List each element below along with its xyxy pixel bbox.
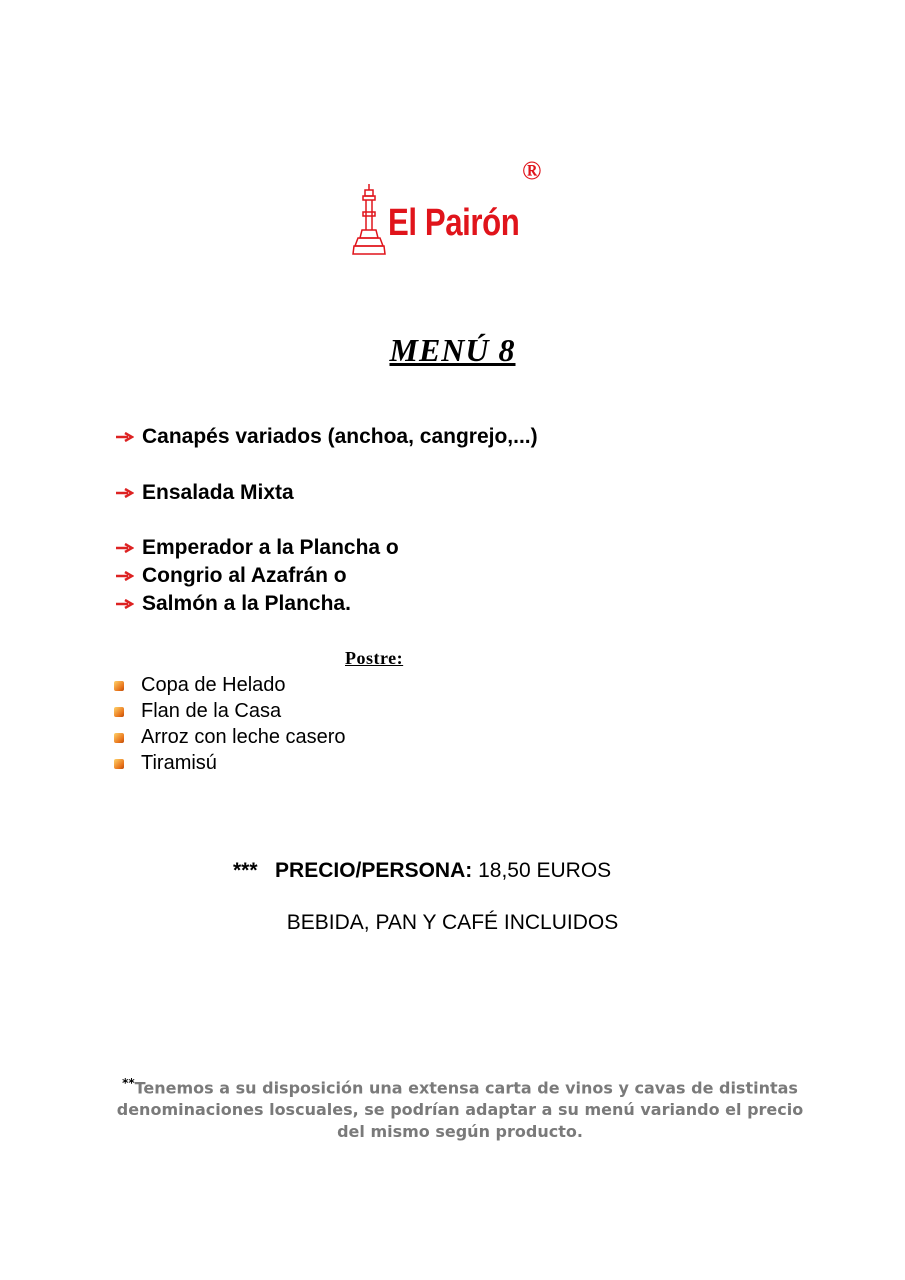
arrow-icon bbox=[116, 488, 134, 498]
note-marker: ** bbox=[122, 1076, 135, 1090]
bullet-icon bbox=[114, 707, 124, 717]
pairon-monument-icon bbox=[352, 182, 386, 257]
wine-note bbox=[110, 1072, 810, 1143]
dessert-item bbox=[114, 726, 346, 749]
main-item-text: Congrio al Azafrán o bbox=[142, 564, 347, 587]
main-item bbox=[116, 592, 351, 616]
menu-title-wrap bbox=[0, 332, 905, 369]
logo-name: El Pairón bbox=[388, 202, 520, 244]
price-value: 18,50 EUROS bbox=[478, 859, 612, 882]
bullet-icon bbox=[114, 681, 124, 691]
main-item bbox=[116, 536, 399, 560]
main-item-text: Emperador a la Plancha o bbox=[142, 536, 399, 559]
main-item bbox=[116, 481, 294, 505]
arrow-icon bbox=[116, 543, 134, 553]
logo bbox=[352, 156, 552, 257]
main-item-text: Canapés variados (anchoa, cangrejo,...) bbox=[142, 425, 538, 448]
dessert-item bbox=[114, 674, 286, 697]
arrow-icon bbox=[116, 432, 134, 442]
bullet-icon bbox=[114, 733, 124, 743]
main-item-text: Ensalada Mixta bbox=[142, 481, 294, 504]
menu-title: MENÚ 8 bbox=[389, 332, 516, 368]
main-item bbox=[116, 425, 538, 449]
arrow-icon bbox=[116, 599, 134, 609]
dessert-text: Arroz con leche casero bbox=[141, 726, 346, 748]
bullet-icon bbox=[114, 759, 124, 769]
included-line: BEBIDA, PAN Y CAFÉ INCLUIDOS bbox=[286, 911, 619, 934]
dessert-text: Tiramisú bbox=[141, 752, 217, 774]
main-item-text: Salmón a la Plancha. bbox=[142, 592, 351, 615]
arrow-icon bbox=[116, 571, 134, 581]
registered-mark: ® bbox=[522, 156, 542, 185]
price-line bbox=[233, 859, 611, 883]
note-text: Tenemos a su disposición una extensa carta de vinos y cavas de distintas denominaciones loscuales, se podrían adaptar a su menú variando el precio del mismo según producto. bbox=[116, 1078, 804, 1142]
price-label: PRECIO/PERSONA: bbox=[275, 859, 473, 882]
main-item bbox=[116, 564, 347, 588]
dessert-item bbox=[114, 752, 217, 775]
price-stars: *** bbox=[233, 859, 258, 882]
dessert-text: Flan de la Casa bbox=[141, 700, 282, 722]
dessert-text: Copa de Helado bbox=[141, 674, 286, 696]
dessert-item bbox=[114, 700, 281, 723]
postre-heading: Postre: bbox=[345, 648, 404, 668]
